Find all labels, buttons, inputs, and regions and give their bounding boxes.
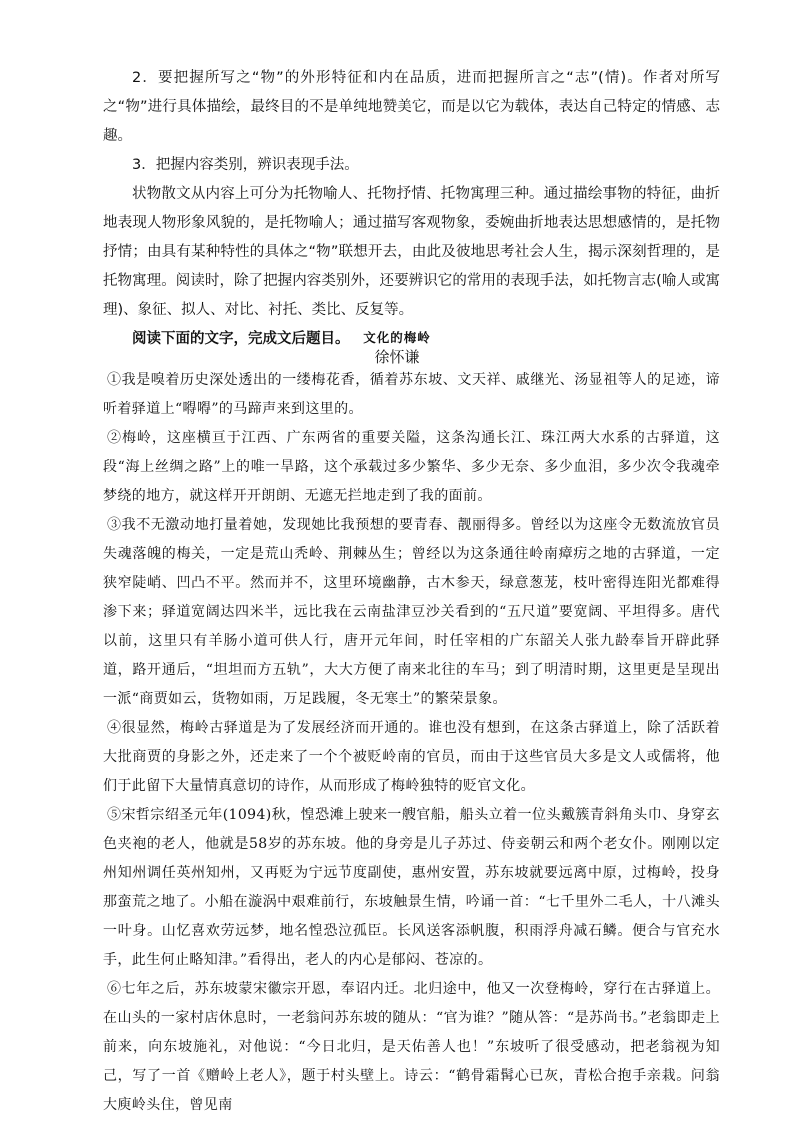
- essay-body: [103, 366, 720, 1120]
- essay-paragraph-6: ⑥七年之后，苏东坡蒙宋徽宗开恩，奉诏内迁。北归途中，他又一次登梅岭，穿行在古驿道上。在山头的一家村店休息时，一老翁问苏东坡的随从：“官为谁？”随从答：“是苏尚书。”老翁即走上前来，向东坡施礼，对他说：“今日北归，是天佑善人也！”东坡听了很受感动，把老翁视为知己，写了一首《赠岭上老人》，题于村头壁上。诗云：“鹤骨霜髯心已灰，青松合抱手亲栽。问翁大庾岭头住，曾见南: [103, 981, 720, 1113]
- intro-paragraph-2: 2．要把握所写之“物”的外形特征和内在品质，进而把握所言之“志”(情)。作者对所写之“物”进行具体描绘，最终目的不是单纯地赞美它，而是以它为载体，表达自己特定的情感、志趣。: [103, 70, 720, 144]
- intro-paragraph-3: 3．把握内容类别，辨识表现手法。: [132, 157, 359, 173]
- essay-paragraph-4: ④很显然，梅岭古驿道是为了发展经济而开通的。谁也没有想到，在这条古驿道上，除了活跃着大批商贾的身影之外，还走来了一个个被贬岭南的官员，而由于这些官员大多是文人或儒将，他们于此留下大量情真意切的诗作，从而形成了梅岭独特的贬官文化。: [103, 720, 720, 794]
- essay-paragraph-1: ①我是嗅着历史深处透出的一缕梅花香，循着苏东坡、文天祥、戚继光、汤显祖等人的足迹，谛听着驿道上“嘚嘚”的马蹄声来到这里的。: [103, 372, 720, 417]
- reading-instruction: 阅读下面的文字，完成文后题目。: [132, 331, 350, 347]
- essay-author: 徐怀谦: [374, 348, 420, 366]
- essay-paragraph-3: ③我不无激动地打量着她，发现她比我预想的要青春、靓丽得多。曾经以为这座令无数流放官员失魂落魄的梅关，一定是荒山秃岭、荆棘丛生；曾经以为这条通往岭南瘴疠之地的古驿道，一定狭窄陡峭、凹凸不平。然而并不，这里环境幽静，古木参天，绿意葱茏，枝叶密得连阳光都难得渗下来；驿道宽阔达四米半，远比我在云南盐津豆沙关看到的“五尺道”要宽阔、平坦得多。唐代以前，这里只有羊肠小道可供人行，唐开元年间，时任宰相的广东韶关人张九龄奉旨开辟此驿道，路开通后，“坦坦而方五轨”，大大方便了南来北往的车马；到了明清时期，这里更是呈现出一派“商贾如云，货物如雨，万足践履，冬无寒土”的繁荣景象。: [103, 517, 720, 707]
- intro-paragraph-body: 状物散文从内容上可分为托物喻人、托物抒情、托物寓理三种。通过描绘事物的特征，曲折地表现人物形象风貌的，是托物喻人；通过描写客观物象，委婉曲折地表达思想感情的，是托物抒情；由具有某种特性的具体之“物”联想开去，由此及彼地思考社会人生，揭示深刻哲理的，是托物寓理。阅读时，除了把握内容类别外，还要辨识它的常用的表现手法，如托物言志(喻人或寓理)、象征、拟人、对比、衬托、类比、反复等。: [103, 186, 720, 318]
- essay-paragraph-2: ②梅岭，这座横亘于江西、广东两省的重要关隘，这条沟通长江、珠江两大水系的古驿道，这段“海上丝绸之路”上的唯一旱路，这个承载过多少繁华、多少无奈、多少血泪，多少次令我魂牵梦绕的地方，就这样开开朗朗、无遮无拦地走到了我的面前。: [103, 430, 720, 504]
- essay-title: 文化的梅岭: [363, 330, 431, 345]
- intro-section: [103, 64, 720, 354]
- essay-paragraph-5: ⑤宋哲宗绍圣元年(1094)秋，惶恐滩上驶来一艘官船，船头立着一位头戴簇青斜角头巾、身穿玄色夹袍的老人，他就是58岁的苏东坡。他的身旁是儿子苏过、侍妾朝云和两个老女仆。刚刚以定州知州调任英州知州，又再贬为宁远节度副使，惠州安置，苏东坡就要远离中原，过梅岭，投身那蛮荒之地了。小船在漩涡中艰难前行，东坡触景生情，吟诵一首：“七千里外二毛人，十八滩头一叶身。山忆喜欢劳远梦，地名惶恐泣孤臣。长风送客添帆腹，积雨浮舟减石鳞。便合与官充水手，此生何止略知津。”看得出，老人的内心是郁闷、苍凉的。: [103, 807, 720, 968]
